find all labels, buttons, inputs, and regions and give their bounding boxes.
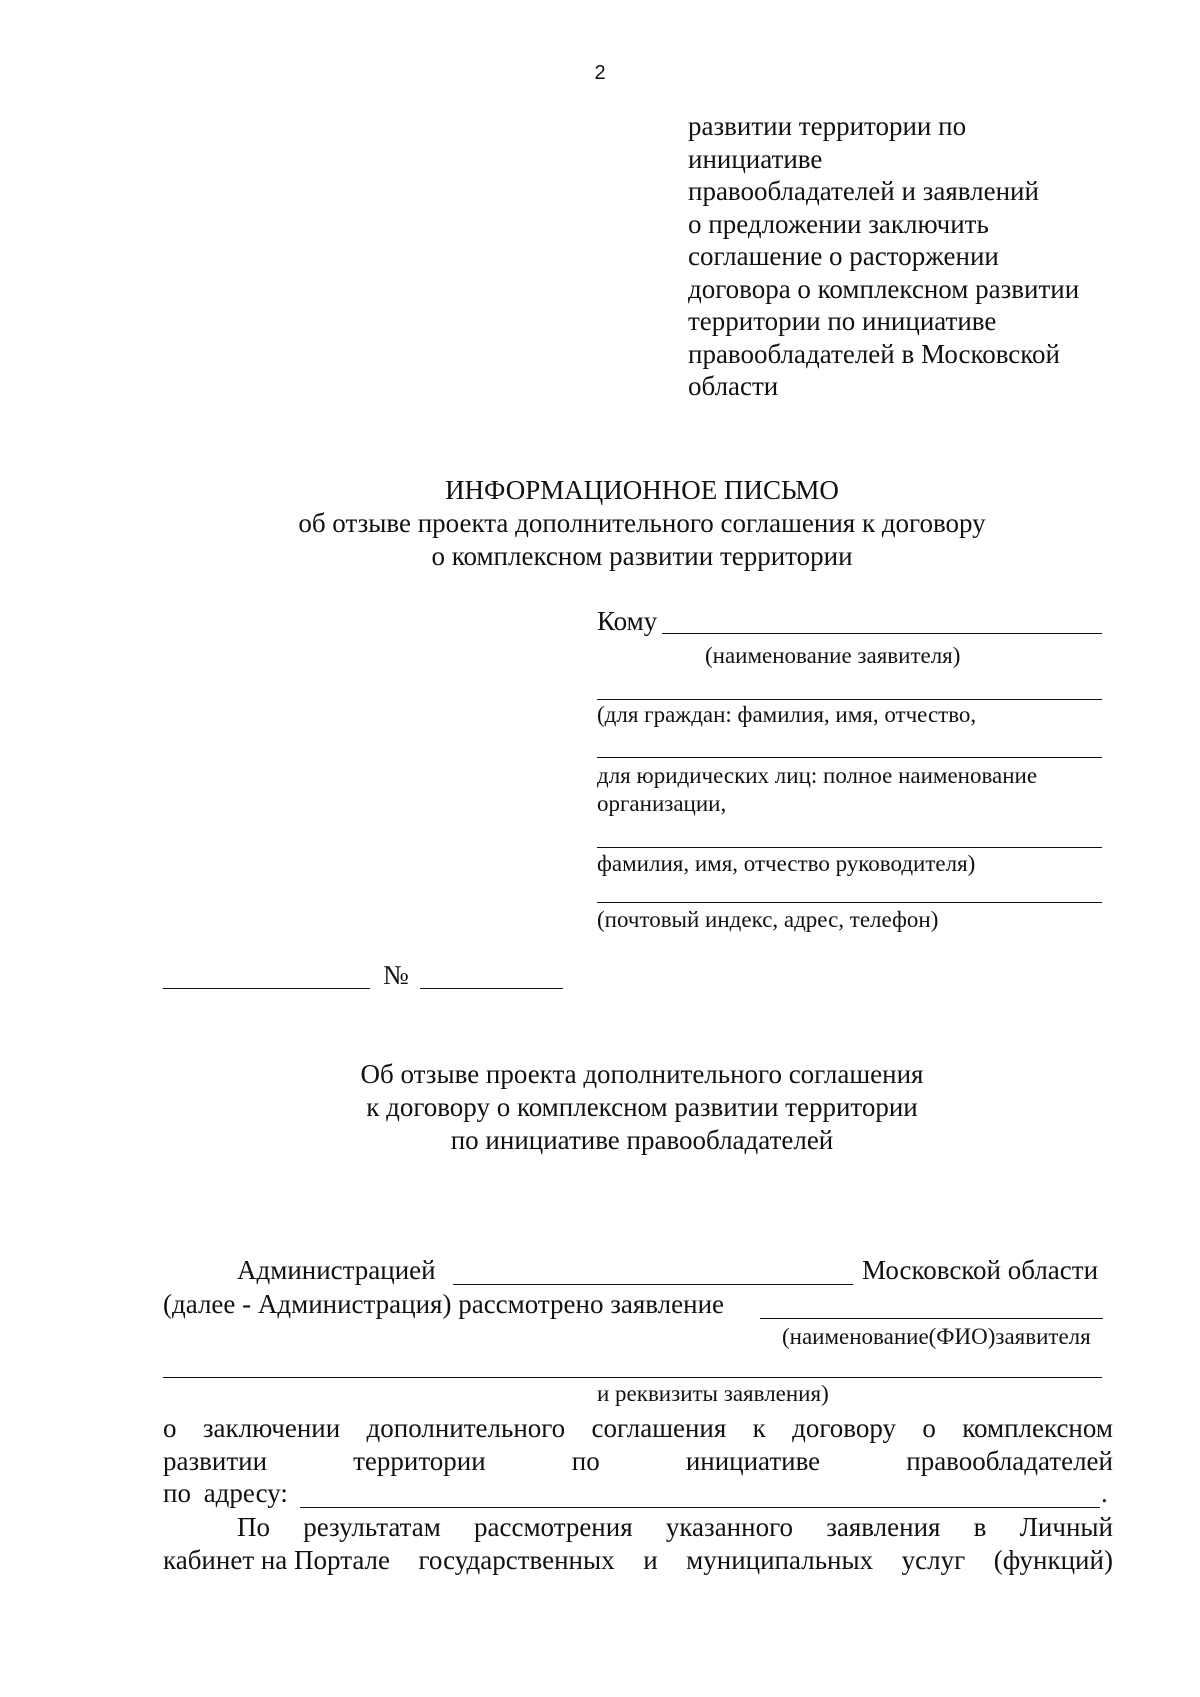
body-word: договору: [792, 1413, 897, 1443]
applicant-requisites-line: [163, 1377, 1102, 1378]
hint-head-name: фамилия, имя, отчество руководителя): [597, 851, 976, 876]
letter-title-line: об отзыве проекта дополнительного соглашения к договору: [298, 508, 986, 538]
body-word: о: [922, 1413, 936, 1443]
body-word: кабинет на Портале: [163, 1545, 390, 1575]
body-address-label: по адресу:: [163, 1478, 288, 1508]
body-word: заявления: [826, 1512, 941, 1542]
body-line: [163, 1446, 1113, 1477]
recipient-line: [597, 847, 1102, 848]
body-word: государственных: [418, 1545, 615, 1575]
date-line: [163, 988, 370, 989]
number-sign: №: [383, 960, 409, 990]
addressee-line: территории по инициативе: [688, 306, 997, 336]
body-word: в: [973, 1512, 987, 1542]
addressee-line: правообладателей и заявлений: [688, 176, 1039, 206]
addressee-line: соглашение о расторжении: [688, 241, 999, 271]
body-line: [237, 1512, 1113, 1543]
body-word: результатам: [303, 1512, 441, 1542]
body-word: услуг: [901, 1545, 966, 1575]
hint-applicant-fio: (наименование(ФИО)заявителя: [782, 1324, 1091, 1349]
body-word: соглашения: [591, 1413, 727, 1443]
body-region: Московской области: [862, 1255, 1099, 1285]
body-word: развитии: [163, 1446, 268, 1476]
recipient-line: [597, 757, 1102, 758]
body-word: правообладателей: [906, 1446, 1113, 1476]
addressee-line: правообладателей в Московской: [688, 338, 1060, 369]
subject-block: [0, 1058, 1200, 1157]
body-word: рассмотрения: [474, 1512, 633, 1542]
applicant-line: [760, 1318, 1103, 1319]
addressee-block: [688, 110, 1128, 403]
body-word: указанного: [665, 1512, 793, 1542]
body-word: комплексном: [962, 1413, 1113, 1443]
number-line: [420, 988, 563, 989]
hint-address: (почтовый индекс, адрес, телефон): [597, 907, 939, 932]
recipient-name-line: [662, 633, 1102, 634]
subject-line: по инициативе правообладателей: [450, 1125, 834, 1155]
body-word: По: [237, 1512, 270, 1542]
body-word: муниципальных: [686, 1545, 874, 1575]
address-line: [300, 1507, 1100, 1508]
recipient-line: [597, 699, 1102, 700]
addressee-line: области: [688, 371, 779, 401]
letter-heading: ИНФОРМАЦИОННОЕ ПИСЬМО: [445, 475, 839, 505]
body-word: и: [643, 1545, 658, 1575]
body-word: дополнительного: [366, 1413, 566, 1443]
administration-name-line: [453, 1284, 853, 1285]
body-word: Личный: [1019, 1512, 1113, 1542]
body-line: [163, 1545, 1113, 1576]
body-word: территории: [353, 1446, 486, 1476]
addressee-line: договора о комплексном развитии: [688, 273, 1080, 304]
body-word: заключении: [202, 1413, 341, 1443]
subject-line: к договору о комплексном развитии территории: [366, 1092, 918, 1122]
body-word: по: [571, 1446, 600, 1476]
body-word: (функций): [993, 1545, 1113, 1575]
addressee-line: инициативе: [688, 143, 823, 174]
recipient-line: [597, 902, 1102, 903]
letter-title: [0, 474, 1200, 573]
addressee-line: развитии территории по: [688, 111, 967, 141]
hint-organization: организации,: [597, 791, 727, 816]
body-administration: Администрацией: [237, 1255, 436, 1285]
body-word: к: [752, 1413, 766, 1443]
subject-line: Об отзыве проекта дополнительного соглашения: [360, 1059, 924, 1089]
body-word: инициативе: [685, 1446, 821, 1476]
hint-requisites: и реквизиты заявления): [597, 1381, 829, 1406]
letter-title-line: о комплексном развитии территории: [431, 541, 853, 571]
body-line: [163, 1413, 1113, 1444]
address-end-dot: .: [1101, 1478, 1108, 1508]
addressee-line: о предложении заключить: [688, 208, 989, 239]
body-word: о: [163, 1413, 177, 1443]
body-considered: (далее - Администрация) рассмотрено заявление: [163, 1289, 725, 1319]
hint-legal-entities: для юридических лиц: полное наименование: [597, 763, 1038, 788]
to-label: Кому: [597, 606, 658, 636]
hint-citizens: (для граждан: фамилия, имя, отчество,: [597, 702, 977, 727]
hint-applicant-name: (наименование заявителя): [705, 643, 961, 668]
page-number: 2: [594, 62, 606, 84]
